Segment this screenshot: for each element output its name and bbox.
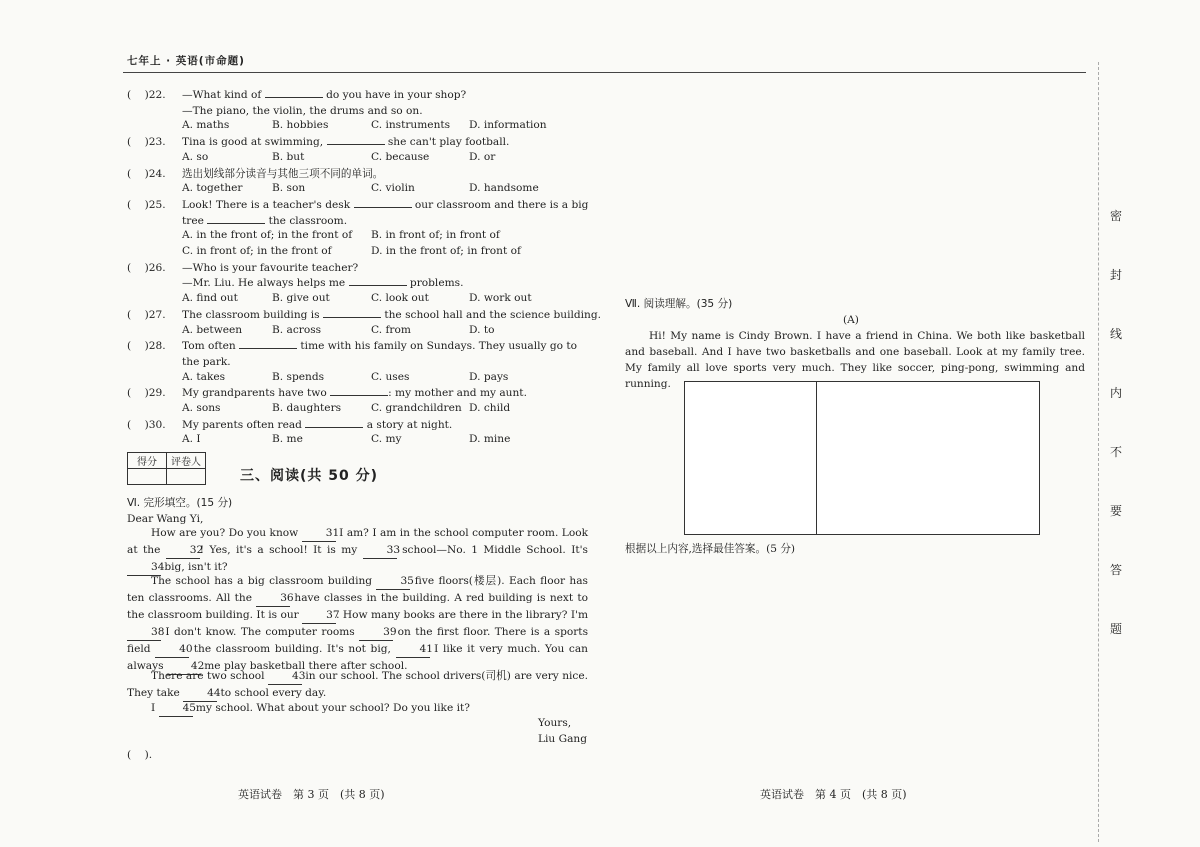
blank-number[interactable]: 42 [167, 658, 201, 675]
question-number: ( )23. [127, 136, 166, 149]
blank-number[interactable]: 39 [359, 624, 393, 641]
blank-number[interactable]: 36 [256, 590, 290, 607]
section-title: 三、阅读(共 50 分) [240, 468, 379, 484]
exam-header: 七年上 · 英语(市命题) [127, 55, 245, 67]
blank-number[interactable]: 38 [127, 624, 161, 641]
letter-signature: Liu Gang [538, 733, 587, 745]
option-2[interactable]: C. violin [371, 182, 415, 195]
question-number: ( )25. [127, 198, 166, 211]
answer-blank[interactable] [207, 223, 265, 224]
option-2[interactable]: C. my [371, 433, 402, 446]
option-2[interactable]: C. grandchildren [371, 402, 462, 414]
option-2[interactable]: C. look out [371, 292, 429, 305]
seal-line [1098, 62, 1099, 842]
cloze-salutation: Dear Wang Yi, [127, 513, 204, 525]
answer-blank[interactable] [239, 348, 297, 349]
blank-number[interactable]: 34 [127, 559, 161, 576]
reading-heading: Ⅶ. 阅读理解。(35 分) [625, 298, 733, 310]
blank-number[interactable]: 37 [302, 607, 336, 624]
page-footer-left: 英语试卷 第 3 页 (共 8 页) [238, 788, 385, 801]
option-3[interactable]: D. child [469, 402, 511, 414]
seal-character: 线 [1109, 327, 1122, 341]
answer-blank[interactable] [330, 395, 388, 396]
question-text: —Mr. Liu. He always helps me problems. [182, 277, 464, 290]
family-tree-picture [684, 381, 1040, 535]
option-0[interactable]: A. sons [182, 402, 221, 414]
option-1[interactable]: B. me [272, 433, 303, 446]
question-text: —Who is your favourite teacher? [182, 261, 359, 274]
option-0[interactable]: A. find out [182, 292, 238, 305]
score-table [127, 452, 206, 485]
blank-number[interactable]: 43 [268, 668, 302, 685]
seal-character: 要 [1109, 504, 1122, 518]
blank-number[interactable]: 41 [396, 641, 430, 658]
answer-blank[interactable] [305, 427, 363, 428]
blank-number[interactable]: 32 [166, 542, 200, 559]
cloze-paragraph: There are two school 43 in our school. The school drivers(司机) are very nice. They take 44 to school every day. [127, 668, 588, 702]
option-3[interactable]: D. pays [469, 370, 509, 383]
question-text: —The piano, the violin, the drums and so on. [182, 104, 423, 117]
option-2[interactable]: C. because [371, 150, 430, 163]
option-2[interactable]: C. instruments [371, 119, 451, 132]
question-number: ( )26. [127, 261, 166, 274]
reading-part: (A) [843, 314, 859, 326]
question-text: The classroom building is the school hall and the science building. [182, 308, 602, 321]
question-number: ( )24. [127, 167, 166, 180]
option-2[interactable]: C. uses [371, 370, 410, 383]
question-text: Look! There is a teacher's desk our classroom and there is a big [182, 198, 589, 211]
blank-number[interactable]: 33 [363, 542, 397, 559]
question-text: Tom often time with his family on Sundays. They usually go to [182, 340, 578, 353]
answer-blank[interactable] [327, 144, 385, 145]
question-number: ( )27. [127, 308, 166, 321]
blank-number[interactable]: 44 [183, 685, 217, 702]
cloze-paragraph: The school has a big classroom building 35 five floors(楼层). Each floor has ten classrooms. All the 36 have classes in the building. A red building is next to the classroom building. It is our 37. How many books are there in the library? I'm 38 I don't know. The computer rooms 39 on the first floor. There is a sports field 40 the classroom building. It's not big, 41 I like it very much. You can always 42 me play basketball there after school. [127, 573, 588, 675]
grader-cell[interactable] [167, 469, 206, 485]
option-2[interactable]: C. from [371, 323, 411, 336]
seal-character: 答 [1109, 563, 1122, 577]
question-text: tree the classroom. [182, 214, 348, 227]
score-cell[interactable] [128, 469, 167, 485]
option-3[interactable]: D. or [469, 150, 496, 163]
question-text: the park. [182, 355, 231, 368]
question-text: My parents often read a story at night. [182, 418, 453, 431]
answer-blank[interactable] [349, 285, 407, 286]
seal-character: 题 [1109, 622, 1122, 636]
question-text: 选出划线部分读音与其他三项不同的单词。 [182, 167, 384, 180]
cloze-paragraph: I 45 my school. What about your school? Do you like it? [127, 700, 588, 717]
blank-number[interactable]: 45 [159, 700, 193, 717]
option-3[interactable]: D. handsome [469, 182, 539, 195]
blank-number[interactable]: 31 [302, 525, 336, 542]
option-1[interactable]: B. in front of; in front of [371, 229, 500, 242]
reading-passage: Hi! My name is Cindy Brown. I have a friend in China. We both like basketball and baseball. And I have two basketballs and one baseball. Look at my family tree. My family all love sports very much. They like soccer, ping-pong, swimming and running. [625, 330, 1085, 390]
option-1[interactable]: B. give out [272, 292, 330, 305]
option-3[interactable]: D. mine [469, 433, 511, 446]
option-1[interactable]: B. spends [272, 370, 325, 383]
reading-instruction: 根据以上内容,选择最佳答案。(5 分) [625, 543, 796, 555]
option-3[interactable]: D. information [469, 119, 547, 132]
option-0[interactable]: C. in front of; in the front of [182, 245, 332, 257]
seal-character: 不 [1109, 445, 1122, 459]
option-3[interactable]: D. work out [469, 292, 532, 305]
option-1[interactable]: B. son [272, 182, 306, 195]
option-0[interactable]: A. maths [182, 119, 230, 132]
question-text: My grandparents have two : my mother and my aunt. [182, 387, 527, 400]
option-0[interactable]: A. takes [182, 370, 226, 383]
answer-blank[interactable] [265, 97, 323, 98]
question-text: —What kind of do you have in your shop? [182, 89, 467, 101]
option-1[interactable]: B. but [272, 150, 305, 163]
answer-blank[interactable] [354, 207, 412, 208]
question-number: ( )22. [127, 89, 166, 101]
option-0[interactable]: A. so [182, 150, 209, 163]
picture-divider [816, 382, 817, 534]
option-1[interactable]: B. hobbies [272, 119, 329, 132]
option-1[interactable]: B. across [272, 323, 322, 336]
option-1[interactable]: B. daughters [272, 402, 342, 414]
question-number: ( )28. [127, 340, 166, 353]
question-number: ( ). [127, 749, 153, 761]
cloze-paragraph: How are you? Do you know 31 I am? I am in the school computer room. Look at the 32! Yes, it's a school! It is my 33 school—No. 1 Middle School. It's 34 big, isn't it? [127, 525, 588, 576]
option-0[interactable]: A. I [182, 433, 201, 446]
question-number: ( )30. [127, 418, 166, 431]
question-text: Tina is good at swimming, she can't play football. [182, 136, 510, 149]
seal-character: 封 [1109, 268, 1122, 282]
header-rule [123, 72, 1086, 73]
option-0[interactable]: A. together [182, 182, 243, 195]
page-footer-right: 英语试卷 第 4 页 (共 8 页) [760, 788, 907, 801]
question-number: ( )29. [127, 387, 166, 400]
score-label: 得分 [128, 453, 167, 469]
seal-character: 内 [1109, 386, 1122, 400]
option-3[interactable]: D. to [469, 323, 495, 336]
grader-label: 评卷人 [167, 453, 206, 469]
answer-blank[interactable] [323, 317, 381, 318]
option-0[interactable]: A. in the front of; in the front of [182, 229, 353, 242]
blank-number[interactable]: 35 [376, 573, 410, 590]
option-0[interactable]: A. between [182, 323, 243, 336]
cloze-heading: Ⅵ. 完形填空。(15 分) [127, 497, 233, 509]
option-1[interactable]: D. in the front of; in front of [371, 245, 521, 257]
blank-number[interactable]: 40 [155, 641, 189, 658]
letter-closing: Yours, [538, 717, 572, 729]
seal-character: 密 [1109, 209, 1122, 223]
